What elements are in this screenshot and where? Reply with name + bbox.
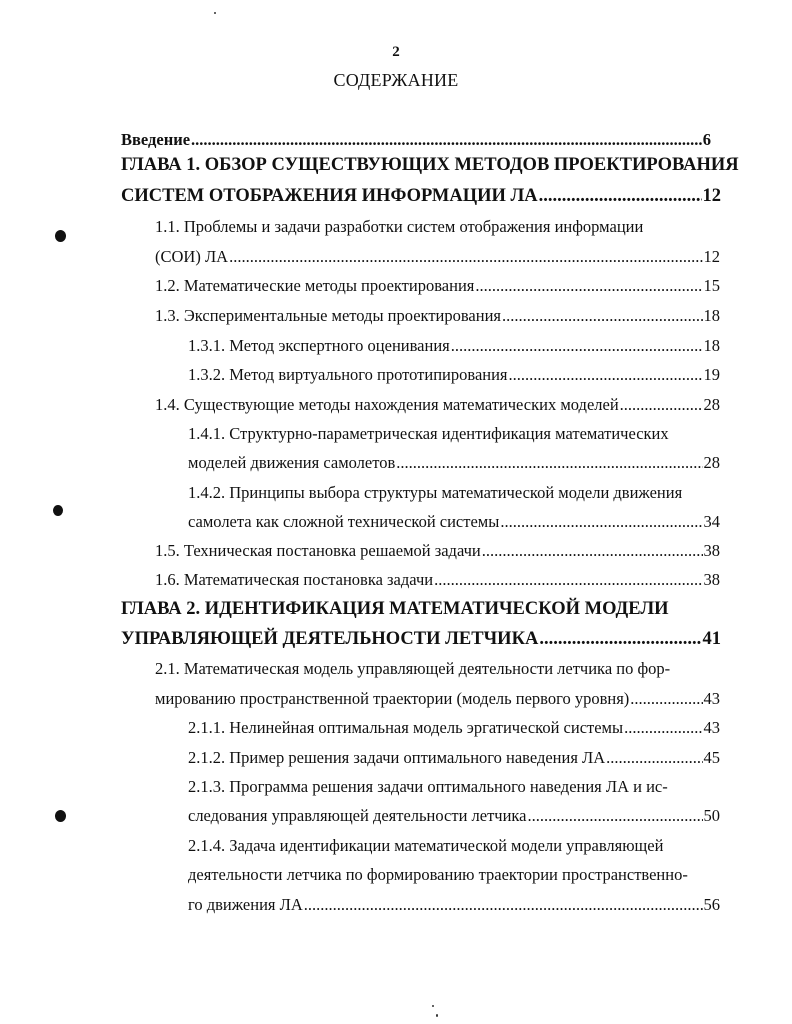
toc-entry-1-4 <box>155 395 720 415</box>
toc-leader-dots <box>630 689 702 709</box>
toc-entry-2-1-4-line-2 <box>188 865 728 885</box>
toc-entry-page: 18 <box>703 306 720 325</box>
toc-entry-1-3-2 <box>188 365 720 385</box>
toc-entry-2-1-2 <box>188 748 720 768</box>
toc-entry-text: 1.4.2. Принципы выбора структуры математической модели движения <box>188 483 683 502</box>
toc-entry-text: 1.3.2. Метод виртуального прототипирования <box>188 365 508 384</box>
toc-entry-1-4-2-line-1 <box>188 483 728 503</box>
toc-entry-text: 1.4.1. Структурно-параметрическая идентификация математических <box>188 424 669 443</box>
punch-hole-mark <box>55 810 66 822</box>
toc-leader-dots <box>539 186 702 207</box>
toc-leader-dots <box>229 247 702 267</box>
toc-entry-page: 15 <box>703 276 720 295</box>
toc-entry-text: самолета как сложной технической системы <box>188 512 500 531</box>
toc-entry-2-1-3-line-1 <box>188 777 720 797</box>
scan-speck <box>432 1005 434 1007</box>
toc-entry-2-1-line-1 <box>155 659 720 679</box>
toc-entry-text: следования управляющей деятельности летчика <box>188 806 527 825</box>
toc-entry-1-5 <box>155 541 720 561</box>
toc-leader-dots <box>304 895 703 915</box>
toc-entry-page: 28 <box>703 453 720 472</box>
toc-entry-page: 12 <box>702 186 721 206</box>
toc-entry-text: мированию пространственной траектории (модель первого уровня) <box>155 689 630 708</box>
toc-entry-1-6 <box>155 570 720 590</box>
toc-entry-text: ГЛАВА 2. ИДЕНТИФИКАЦИЯ МАТЕМАТИЧЕСКОЙ МОДЕЛИ <box>121 599 669 619</box>
scan-speck <box>214 12 216 14</box>
toc-entry-page: 41 <box>702 629 721 649</box>
toc-entry-1-3 <box>155 306 720 326</box>
toc-leader-dots <box>606 748 702 768</box>
toc-leader-dots <box>451 336 703 356</box>
toc-leader-dots <box>482 541 703 561</box>
toc-entry-text: 2.1.1. Нелинейная оптимальная модель эргатической системы <box>188 718 624 737</box>
toc-entry-page: 38 <box>703 570 720 589</box>
toc-entry-2-1-4-line-1 <box>188 836 720 856</box>
toc-leader-dots <box>434 570 702 590</box>
toc-entry-1-2 <box>155 276 720 296</box>
toc-leader-dots <box>528 806 703 826</box>
toc-chapter-1-line-2 <box>121 186 721 207</box>
toc-entry-2-1-line-2 <box>155 689 720 709</box>
punch-hole-mark <box>53 505 63 516</box>
toc-entry-page: 43 <box>703 689 720 708</box>
toc-entry-1-1-line-1 <box>155 217 720 237</box>
toc-entry-page: 34 <box>703 512 720 531</box>
toc-entry-page: 18 <box>703 336 720 355</box>
toc-entry-page: 19 <box>703 365 720 384</box>
toc-entry-2-1-4-line-3 <box>188 895 720 915</box>
toc-entry-1-4-1-line-2 <box>188 453 720 473</box>
toc-entry-page: 50 <box>703 806 720 825</box>
toc-entry-text: 1.2. Математические методы проектирования <box>155 276 475 295</box>
toc-entry-text: 1.3. Экспериментальные методы проектирования <box>155 306 502 325</box>
toc-leader-dots <box>475 276 702 296</box>
punch-hole-mark <box>55 230 66 242</box>
toc-entry-text: 2.1.3. Программа решения задачи оптимального наведения ЛА и ис- <box>188 777 668 796</box>
toc-entry-text: деятельности летчика по формированию траектории пространственно- <box>188 865 688 884</box>
toc-entry-text: 1.6. Математическая постановка задачи <box>155 570 434 589</box>
toc-entry-text: моделей движения самолетов <box>188 453 396 472</box>
toc-leader-dots <box>502 306 702 326</box>
toc-entry-page: 6 <box>702 130 711 149</box>
toc-leader-dots <box>624 718 702 738</box>
toc-entry-page: 43 <box>703 718 720 737</box>
toc-entry-text: 1.3.1. Метод экспертного оценивания <box>188 336 450 355</box>
toc-leader-dots <box>191 130 702 150</box>
toc-leader-dots <box>539 629 701 650</box>
scan-speck <box>436 1014 438 1017</box>
toc-entry-1-3-1 <box>188 336 720 356</box>
toc-title: СОДЕРЖАНИЕ <box>333 70 459 90</box>
toc-entry-page: 45 <box>703 748 720 767</box>
toc-leader-dots <box>500 512 702 532</box>
toc-entry-text: 1.1. Проблемы и задачи разработки систем отображения информации <box>155 217 644 236</box>
toc-entry-1-4-1-line-1 <box>188 424 720 444</box>
toc-entry-text: 2.1. Математическая модель управляющей деятельности летчика по фор- <box>155 659 671 678</box>
toc-entry-1-4-2-line-2 <box>188 512 720 532</box>
toc-entry-text: ГЛАВА 1. ОБЗОР СУЩЕСТВУЮЩИХ МЕТОДОВ ПРОЕКТИРОВАНИЯ <box>121 155 739 175</box>
toc-entry-page: 38 <box>703 541 720 560</box>
toc-entry-text: СИСТЕМ ОТОБРАЖЕНИЯ ИНФОРМАЦИИ ЛА <box>121 186 538 206</box>
toc-entry-page: 12 <box>703 247 720 266</box>
toc-entry-text: (СОИ) ЛА <box>155 247 229 266</box>
toc-entry-text: 1.4. Существующие методы нахождения математических моделей <box>155 395 619 414</box>
toc-chapter-2-line-1 <box>121 599 721 620</box>
toc-entry-introduction <box>121 130 711 150</box>
toc-entry-page: 56 <box>703 895 720 914</box>
toc-entry-text: Введение <box>121 130 191 149</box>
page-number: 2 <box>392 44 400 60</box>
toc-leader-dots <box>509 365 703 385</box>
toc-entry-2-1-1 <box>188 718 720 738</box>
toc-entry-2-1-3-line-2 <box>188 806 720 826</box>
toc-chapter-2-line-2 <box>121 629 721 650</box>
toc-entry-page: 28 <box>703 395 720 414</box>
toc-entry-text: 2.1.4. Задача идентификации математической модели управляющей <box>188 836 664 855</box>
toc-entry-text: 2.1.2. Пример решения задачи оптимального наведения ЛА <box>188 748 606 767</box>
toc-chapter-1-line-1 <box>121 155 739 176</box>
toc-leader-dots <box>620 395 703 415</box>
toc-leader-dots <box>396 453 702 473</box>
toc-entry-text: УПРАВЛЯЮЩЕЙ ДЕЯТЕЛЬНОСТИ ЛЕТЧИКА <box>121 629 539 649</box>
toc-entry-1-1-line-2 <box>155 247 720 267</box>
toc-entry-text: 1.5. Техническая постановка решаемой задачи <box>155 541 481 560</box>
toc-entry-text: го движения ЛА <box>188 895 303 914</box>
